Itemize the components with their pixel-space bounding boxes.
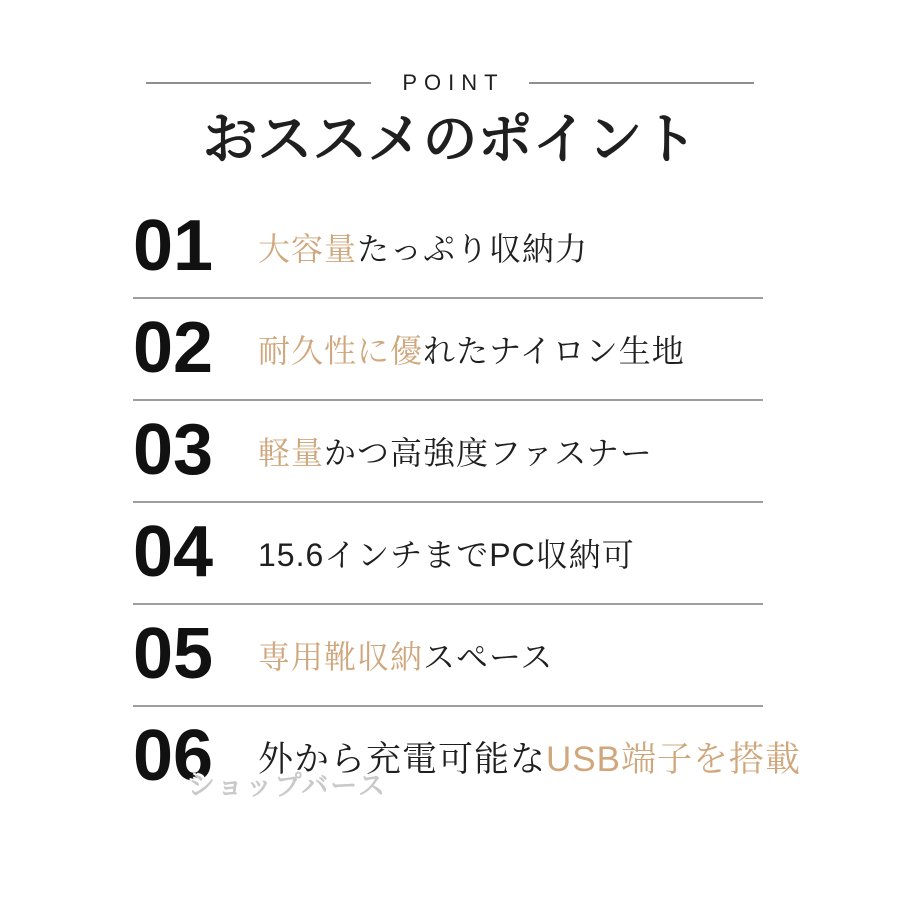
point-row [133,503,763,605]
point-eyebrow [0,70,900,96]
point-number: 04 [133,512,214,593]
point-number: 01 [133,206,214,287]
point-text [258,428,653,474]
point-text-segment: たっぷり収納力 [357,231,589,268]
point-number: 05 [133,614,214,695]
point-number: 06 [133,716,214,797]
eyebrow-label: POINT [402,70,505,95]
point-number: 03 [133,410,214,491]
point-text-segment: 耐久性に優 [258,333,424,370]
point-text-segment: 専用靴収納 [258,639,424,676]
point-row [133,401,763,503]
point-text-segment: 15.6インチまでPC収納可 [258,537,635,574]
point-text-segment: 外から充電可能な [258,740,547,780]
points-list [133,197,801,807]
point-text-segment: 大容量 [258,231,358,268]
point-text-segment: れたナイロン生地 [423,333,685,370]
point-row [133,299,763,401]
shop-watermark: ショップバース [188,771,387,801]
page-title: おススメのポイント [202,108,698,170]
point-text-segment: 軽量 [258,435,325,472]
point-text [258,224,588,270]
point-text-segment: スペース [423,639,554,676]
point-text [258,530,635,576]
point-text-segment: かつ高強度ファスナー [324,435,653,472]
point-text [258,632,553,678]
eyebrow-line-right [529,82,754,84]
eyebrow-line-left [146,82,371,84]
point-text-segment: USB端子を搭載 [546,740,801,780]
point-number: 02 [133,308,214,389]
point-text [258,326,685,372]
point-row [133,605,763,707]
point-row [133,197,763,299]
